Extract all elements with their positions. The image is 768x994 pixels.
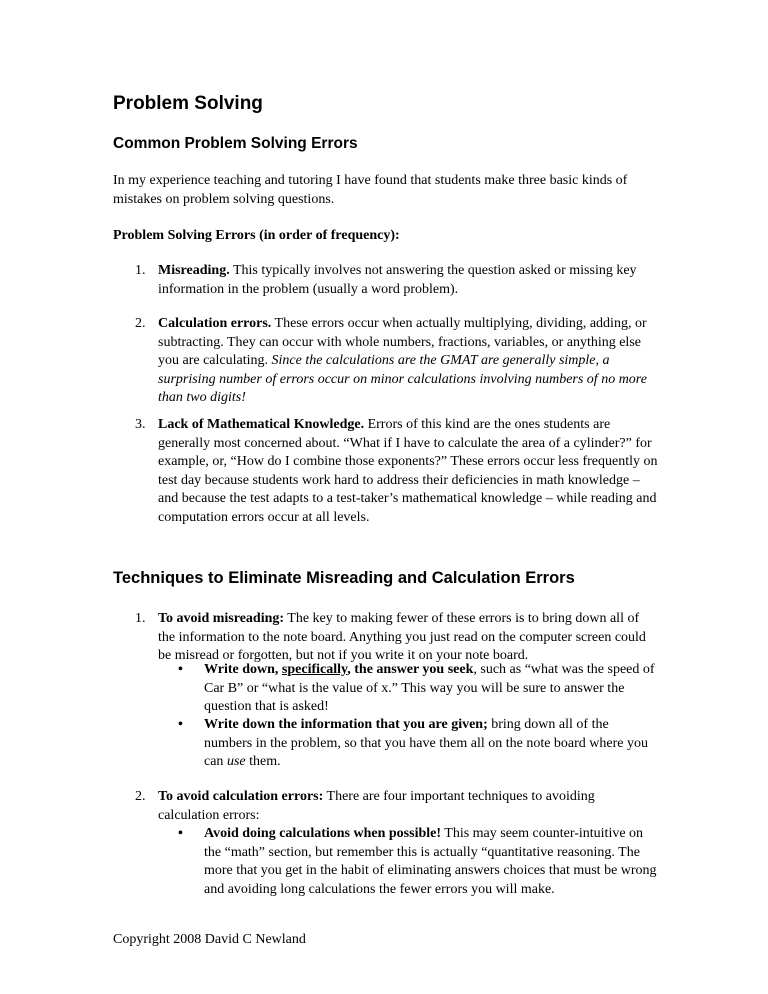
item-lead: Misreading. <box>158 263 230 278</box>
list-number: 2. <box>135 316 146 331</box>
error-item-math-knowledge <box>135 416 658 528</box>
technique-item-misreading <box>135 610 658 666</box>
technique-item-calculation <box>135 788 658 825</box>
bullet-lead: Avoid doing calculations when possible! <box>204 826 442 841</box>
list-number: 1. <box>135 611 146 626</box>
item-lead: Calculation errors. <box>158 316 272 331</box>
bullet-text: , such as “what was the speed of Car B” or “what is the value of x.” This way you will be sure to answer the question that is asked! <box>204 662 655 715</box>
bullet-text: bring down all of the numbers in the problem, so that you have them all on the note board where you can <box>204 717 649 770</box>
item-emphasis: Since the calculations are the GMAT are generally simple, a surprising number of errors occur on minor calculations involving numbers of no more than two digits! <box>158 353 647 406</box>
underlined-word: specifically <box>281 662 348 677</box>
copyright-footer: Copyright 2008 David C Newland <box>113 932 306 947</box>
intro-paragraph: In my experience teaching and tutoring I have found that students make three basic kinds of mistakes on problem solving questions. <box>113 173 628 207</box>
bullet-icon: • <box>178 662 183 677</box>
item-text: The key to making fewer of these errors is to bring down all of the information to the note board. Anything you just read on the computer screen could be misread or forgotten, but not if you write it on your note board. <box>158 611 646 664</box>
bullet-icon: • <box>178 826 183 841</box>
list-number: 1. <box>135 263 146 278</box>
bullet-text: This may seem counter-intuitive on the “math” section, but remember this is actually “quantitative reasoning. The more that you get in the habit of eliminating answers choices that must be wrong and avoiding long calculations the fewer errors you will make. <box>204 826 657 897</box>
item-lead: To avoid misreading: <box>158 611 285 626</box>
errors-list-label: Problem Solving Errors (in order of frequency): <box>113 228 400 243</box>
item-lead: To avoid calculation errors: <box>158 789 324 804</box>
item-text: This typically involves not answering the question asked or missing key information in the problem (usually a word problem). <box>158 263 637 297</box>
bullet-item-write-answer <box>178 661 658 717</box>
list-number: 2. <box>135 789 146 804</box>
bullet-lead: Write down, specifically, the answer you seek <box>204 662 474 677</box>
item-lead: Lack of Mathematical Knowledge. <box>158 417 365 432</box>
list-number: 3. <box>135 417 146 432</box>
page-title: Problem Solving <box>113 93 263 114</box>
section-heading-errors: Common Problem Solving Errors <box>113 135 358 152</box>
error-item-misreading <box>135 262 658 299</box>
bullet-emphasis: use <box>226 754 246 770</box>
bullet-icon: • <box>178 717 183 732</box>
error-item-calculation <box>135 315 658 408</box>
bullet-lead: Write down the information that you are given; <box>204 717 488 732</box>
section-heading-techniques: Techniques to Eliminate Misreading and Calculation Errors <box>113 569 575 587</box>
item-text: Errors of this kind are the ones students are generally most concerned about. “What if I have to calculate the area of a cylinder?” for example, or, “How do I combine those exponents?” These errors occur less frequently on test day because students work hard to address their deficiencies in math knowledge – and because the test adapts to a test-taker’s mathematical knowledge – while reading and computation errors occur at all levels. <box>158 417 658 525</box>
item-text: There are four important techniques to avoiding calculation errors: <box>158 789 595 823</box>
bullet-text-end: them. <box>245 754 281 770</box>
bullet-item-write-information <box>178 716 658 772</box>
item-text: These errors occur when actually multiplying, dividing, adding, or subtracting. They can occur with whole numbers, fractions, variables, or anything else you are calculating. <box>158 316 647 369</box>
bullet-item-avoid-calculations <box>178 825 658 899</box>
